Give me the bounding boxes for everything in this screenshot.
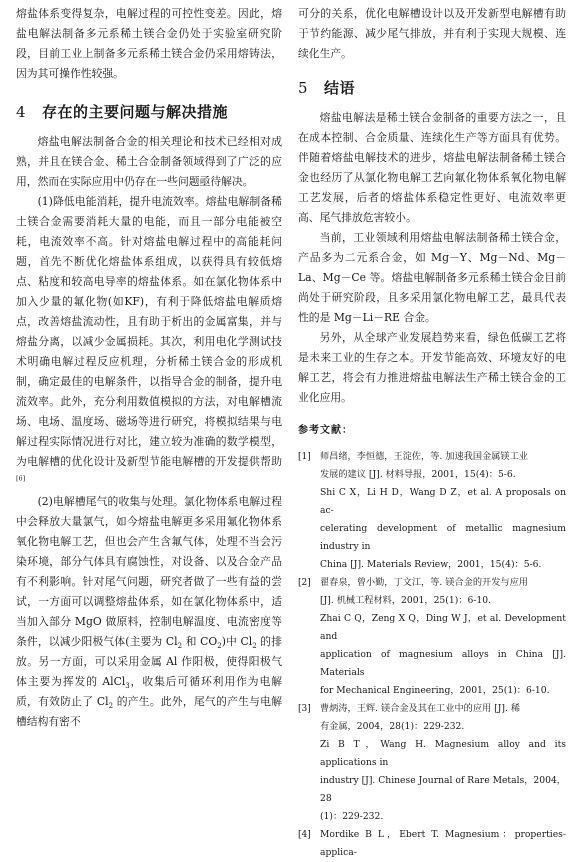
reference-list <box>298 448 566 862</box>
reference-line: China [J]. Materials Review，2001，15(4)：5-6. <box>320 559 542 570</box>
reference-number: [4] <box>298 830 311 840</box>
paragraph-3-part-d: 的排放。另一方面，可以采用金属 Al 作阳极，使得阳极气体主要为挥发的 AlCl <box>16 635 283 688</box>
paragraph-3-part-c: )中 Cl <box>221 635 253 648</box>
subscript: 2 <box>108 702 114 711</box>
reference-line: celerating development of metallic magnesium industry in <box>320 523 566 552</box>
subscript: 2 <box>217 642 222 651</box>
subscript: 2 <box>177 642 183 651</box>
paragraph-2-text: (1)降低电能消耗，提升电流效率。熔盐电解制备稀土镁合金需要消耗大量的电能，而且一部分电能被空耗，电流效率不高。针对熔盐电解过程中的高能耗问题，首先不断优化熔盐体系组成，以获得具有较低熔点、粘度和较高电导率的熔盐体系。如在氯化物体系中加入少量的氟化物(如KF)，有利于降低熔盐电解质熔点，改善熔盐流动性，且有助于析出的金属富集，并与熔盐分离，以减少金属损耗。其次，利用电化学测试技术明确电解过程反应机理，分析稀土镁合金的形成机制，确定最佳的电解条件，以指导合金的制备，提升电流效率。此外，充分利用数值模拟的方法，对电解槽流场、电场、温度场、磁场等进行研究，将模拟结果与电解过程实际情况进行对比，建立较为准确的数学模型，为电解槽的优化设计及新型节能电解槽的开发提供帮助 <box>16 195 282 468</box>
reference-number: [2] <box>298 578 311 588</box>
section-5-paragraph-3: 另外，从全球产业发展趋势来看，绿色低碳工艺将是未来工业的生存之本。开发节能高效、环境友好的电解工艺，将会有力推进熔盐电解法生产稀土镁合金的工业化应用。 <box>298 331 566 404</box>
reference-item <box>298 448 566 574</box>
reference-body <box>320 700 566 826</box>
paragraph-3-part-a: (2)电解槽尾气的收集与处理。氯化物体系电解过程中会释放大量氯气，如今熔盐电解更多采用氟化物体系氧化物电解工艺，但也会产生含氟气体，处理不当会污染环境，部分气体具有腐蚀性，对设备、以及合金产品有不利影响。针对尾气问题，研究者做了一些有益的尝试，一方面可以调整熔盐体系，如在氯化物体系中，适当加入部分 MgO 做原料，控制电解温度、电流密度等条件，以减少阳极气体(主要为 Cl <box>16 495 282 648</box>
reference-line: for Mechanical Engineering，2001，25(1)：6-10. <box>320 685 550 696</box>
reference-line: Zhai C Q，Zeng X Q，Ding W J，et al. Development and <box>320 613 566 642</box>
section-5-number: 5 <box>298 79 309 97</box>
section-4-paragraph-1: 熔盐电解法制备合金的相关理论和技术已经相对成熟，并且在镁合金、稀土合金制备领域得到了广泛的应用，然而在实际应用中仍存在一些问题亟待解决。 <box>16 135 282 188</box>
right-column <box>298 4 566 862</box>
section-5-paragraph-2: 当前，工业领域利用熔盐电解法制备稀土镁合金，产品多为二元系合金，如 Mg－Y、Mg－Nd、Mg－La、Mg－Ce 等。熔盐电解制备多元系稀土镁合金目前尚处于研究阶段，且多采用氯化物电解工艺，最具代表性的是 Mg－Li－RE 合金。 <box>298 231 566 324</box>
reference-number: [1] <box>298 452 311 462</box>
reference-number: [3] <box>298 704 311 714</box>
left-column <box>16 4 282 732</box>
references-title: 参考文献： <box>298 425 353 436</box>
intro-paragraph: 熔盐体系变得复杂，电解过程的可控性变差。因此，熔盐电解法制备多元系稀土镁合金仍处于实验室研究阶段，目前工业上制备多元系稀土镁合金仍采用熔铸法，因为其可操作性较强。 <box>16 7 282 80</box>
reference-line: Shi C X，Li H D，Wang D Z，et al. A proposals on ac- <box>320 487 566 516</box>
reference-item <box>298 826 566 862</box>
paragraph-3-part-f: 的产生。此外，尾气的产生与电解槽结构有密不 <box>16 695 282 728</box>
reference-line: industry [J]. Chinese Journal of Rare Metals，2004，28 <box>320 775 566 804</box>
reference-line: application of magnesium alloys in China [J]. Materials <box>320 649 566 678</box>
reference-line: 翟春泉，曾小勤，丁文江，等. 镁合金的开发与应用 <box>320 577 528 588</box>
reference-body <box>320 448 566 574</box>
reference-line: (1)：229-232. <box>320 811 384 822</box>
reference-line: Zi B T，Wang H. Magnesium alloy and its applications in <box>320 739 566 768</box>
section-4-heading <box>16 102 282 122</box>
citation-6: [6] <box>16 474 26 483</box>
reference-line: Mordike B L，Ebert T. Magnesium：properties-applica- <box>320 829 566 858</box>
reference-body <box>320 826 566 862</box>
subscript: 2 <box>252 642 257 651</box>
section-4-number: 4 <box>16 103 27 121</box>
reference-item <box>298 574 566 700</box>
continued-paragraph: 可分的关系，优化电解槽设计以及开发新型电解槽有助于节约能源、减少尾气排放，并有利于实现大规模、连续化生产。 <box>298 7 566 60</box>
paragraph-3-part-e: ，收集后可循环利用作为电解质，有效防止了 Cl <box>16 675 283 708</box>
subscript: 3 <box>125 682 130 691</box>
reference-item <box>298 700 566 826</box>
reference-line: 曹炳涛，王辉. 镁合金及其在工业中的应用 [J]. 稀 <box>320 703 521 714</box>
section-4-paragraph-3 <box>16 492 282 732</box>
section-4-paragraph-2 <box>16 192 282 492</box>
paragraph-3-part-b: 和 CO <box>182 635 218 648</box>
reference-body <box>320 574 566 700</box>
section-5-paragraph-1: 熔盐电解法是稀土镁合金制备的重要方法之一，且在成本控制、合金质量、连续化生产等方面具有优势。伴随着熔盐电解技术的进步，熔盐电解法制备稀土镁合金也经历了从氯化物电解工艺向氟化物体系氧化物电解工艺发展，后者的熔盐体系稳定性更好、电流效率更高、尾气排放危害较小。 <box>298 111 566 224</box>
reference-line: 发展的建议 [J]. 材料导报，2001，15(4)：5-6. <box>320 469 516 480</box>
section-5-title: 结语 <box>324 79 356 97</box>
reference-line: 师昌绪，李恒德，王淀佐，等. 加速我国金属镁工业 <box>320 451 528 462</box>
section-5-heading <box>298 78 566 98</box>
reference-line: [J]. 机械工程材料，2001，25(1)：6-10. <box>320 595 492 606</box>
section-4-title: 存在的主要问题与解决措施 <box>42 103 229 121</box>
reference-line: 有金属，2004，28(1)：229-232. <box>320 721 465 732</box>
